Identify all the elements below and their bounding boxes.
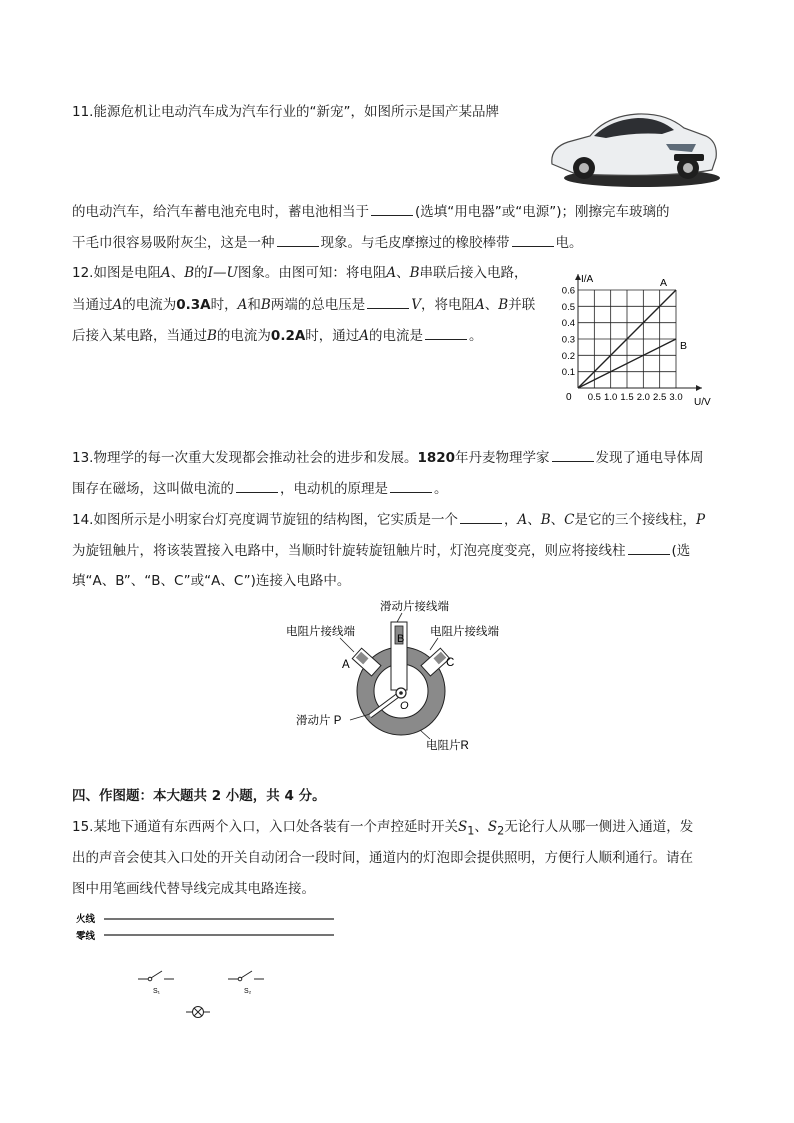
var-s1: S	[457, 819, 468, 835]
label-o: O	[400, 700, 409, 712]
series-label-b: B	[680, 340, 688, 352]
label-s2: S₂	[244, 988, 252, 995]
answer-blank[interactable]	[371, 201, 413, 216]
year-1820: 1820	[417, 450, 456, 466]
text: 、	[170, 265, 185, 281]
x-tick-label: 1.0	[604, 392, 618, 403]
answer-blank[interactable]	[277, 232, 319, 247]
text: 围存在磁场，这叫做电流的	[72, 481, 234, 497]
circuit-drawing-area[interactable]	[74, 908, 344, 1024]
text: 电。	[555, 235, 583, 251]
var-b: B	[207, 328, 217, 344]
text: 、	[474, 819, 488, 835]
q15-line-1	[72, 817, 693, 842]
text: 的电流为	[122, 297, 177, 313]
answer-blank[interactable]	[236, 478, 278, 493]
var-b: B	[184, 265, 195, 281]
x-tick-label: 2.0	[636, 392, 650, 403]
label-res-terminal-left: 电阻片接线端	[286, 626, 355, 638]
answer-blank[interactable]	[425, 325, 467, 340]
text: 、	[484, 297, 499, 313]
section-4-title: 四、作图题：本大题共 2 小题，共 4 分。	[72, 788, 326, 804]
q11-line-3	[72, 232, 583, 253]
text: 和	[247, 297, 261, 313]
var-b: B	[409, 265, 420, 281]
lamp-icon	[186, 1007, 210, 1018]
q11-line-2	[72, 201, 670, 222]
q11-line-1: 11.能源危机让电动汽车成为汽车行业的“新宠”，如图所示是国产某品牌	[72, 104, 499, 120]
y-axis-label: I/A	[581, 274, 594, 285]
text: 13.物理学的每一次重大发现都会推动社会的进步和发展。	[72, 450, 418, 466]
q12-line-2	[72, 294, 535, 315]
value-0-3a: 0.3A	[176, 297, 211, 313]
text: 年丹麦物理学家	[455, 450, 550, 466]
y-tick-label: 0.6	[561, 285, 575, 297]
text: 发现了通电导体周	[595, 450, 704, 466]
text: 时，	[210, 297, 238, 313]
label-resistor-r: 电阻片R	[426, 740, 469, 752]
var-c: C	[564, 512, 575, 528]
text: 、	[527, 512, 541, 528]
var-a: A	[237, 297, 248, 313]
rotary-potentiometer-diagram	[280, 596, 520, 756]
origin-label: 0	[566, 392, 572, 403]
y-tick-label: 0.1	[561, 367, 575, 379]
text: 并联	[508, 297, 536, 313]
text: ，电动机的原理是	[280, 481, 388, 497]
x-tick-label: 2.5	[653, 392, 667, 403]
answer-blank[interactable]	[367, 294, 409, 309]
text: 的电流是	[369, 328, 424, 344]
series-label-a: A	[660, 277, 668, 289]
text: 的电流为	[216, 328, 271, 344]
q14-line-2	[72, 540, 690, 561]
x-axis-label: U/V	[694, 397, 711, 408]
y-tick-label: 0.3	[561, 334, 575, 346]
sub-2: 2	[497, 824, 505, 838]
var-p: P	[695, 512, 706, 528]
label-b: B	[397, 633, 405, 645]
label-res-terminal-right: 电阻片接线端	[430, 626, 499, 638]
text: 15.某地下通道有东西两个入口，入口处各装有一个声控延时开关	[72, 819, 458, 835]
text: 当通过	[72, 297, 113, 313]
q14-line-3: 填“A、B”、“B、C”或“A、C”)连接入电路中。	[72, 573, 351, 589]
text: 两端的总电压是	[270, 297, 366, 313]
var-a: A	[386, 265, 397, 281]
y-tick-label: 0.4	[561, 318, 575, 330]
text: ，将电阻	[421, 297, 476, 313]
text: 后接入某电路，当通过	[72, 328, 207, 344]
switch-s2	[228, 971, 264, 995]
text: 、	[550, 512, 565, 528]
q13-line-2	[72, 478, 448, 499]
text: 串联后接入电路，	[419, 265, 528, 281]
text: 图象。由图可知：将电阻	[237, 265, 387, 281]
text: 为旋钮触片，将该装置接入电路中，当顺时针旋转旋钮触片时，灯泡亮度变亮，则应将接线柱	[72, 543, 626, 559]
q12-line-3	[72, 325, 483, 346]
answer-blank[interactable]	[628, 540, 670, 555]
x-tick-label: 3.0	[669, 392, 683, 403]
var-a: A	[517, 512, 528, 528]
label-slider-p: 滑动片 P	[296, 715, 342, 727]
var-a: A	[112, 297, 123, 313]
text: 现象。与毛皮摩擦过的橡胶棒带	[320, 235, 510, 251]
label-slider-terminal: 滑动片接线端	[380, 601, 449, 613]
answer-blank[interactable]	[512, 232, 554, 247]
value-0-2a: 0.2A	[270, 328, 306, 344]
text: 、	[396, 265, 410, 281]
text: ，	[503, 512, 518, 528]
label-neutral-wire: 零线	[76, 931, 96, 942]
text: 的	[194, 265, 208, 281]
text: 的电动汽车，给汽车蓄电池充电时，蓄电池相当于	[72, 204, 369, 220]
text: 12.如图是电阻	[72, 265, 161, 281]
answer-blank[interactable]	[390, 478, 432, 493]
q14-line-1	[72, 509, 705, 530]
label-a: A	[342, 659, 350, 671]
var-a: A	[359, 328, 370, 344]
answer-blank[interactable]	[552, 447, 594, 462]
electric-car-image	[546, 104, 722, 190]
x-tick-label: 0.5	[587, 392, 601, 403]
text: (选填“用电器”或“电源”)；刚擦完车玻璃的	[415, 204, 670, 220]
text: (选	[671, 543, 691, 559]
text: 是它的三个接线柱，	[574, 512, 696, 528]
text: 无论行人从哪一侧进入通道，发	[504, 819, 694, 835]
q15-line-2: 出的声音会使其入口处的开关自动闭合一段时间，通道内的灯泡即会提供照明，方便行人顺利通行。请在	[72, 850, 693, 866]
var-a: A	[475, 297, 485, 313]
text: 14.如图所示是小明家台灯亮度调节旋钮的结构图，它实质是一个	[72, 512, 458, 528]
var-s2: S	[487, 819, 498, 835]
text: 。	[434, 481, 448, 497]
q12-line-1	[72, 263, 528, 283]
sub-1: 1	[467, 824, 475, 838]
text: 。	[469, 328, 483, 344]
var-b: B	[260, 297, 271, 313]
y-tick-label: 0.5	[561, 301, 575, 313]
text: 时，通过	[305, 328, 360, 344]
iu-chart	[556, 262, 726, 412]
label-c: C	[446, 657, 455, 669]
var-a: A	[160, 265, 171, 281]
y-tick-label: 0.2	[561, 350, 575, 362]
label-s1: S₁	[153, 988, 161, 995]
x-tick-label: 1.5	[620, 392, 634, 403]
var-iu: I—U	[207, 265, 238, 281]
var-b: B	[540, 512, 551, 528]
answer-blank[interactable]	[460, 509, 502, 524]
label-live-wire: 火线	[76, 914, 96, 925]
var-b: B	[498, 297, 509, 313]
q15-line-3: 图中用笔画线代替导线完成其电路连接。	[72, 881, 315, 897]
switch-s1	[138, 971, 174, 995]
x-axis-arrow	[696, 385, 702, 391]
q13-line-1	[72, 447, 704, 468]
unit-v: V	[411, 297, 422, 313]
text: 干毛巾很容易吸附灰尘，这是一种	[72, 235, 275, 251]
